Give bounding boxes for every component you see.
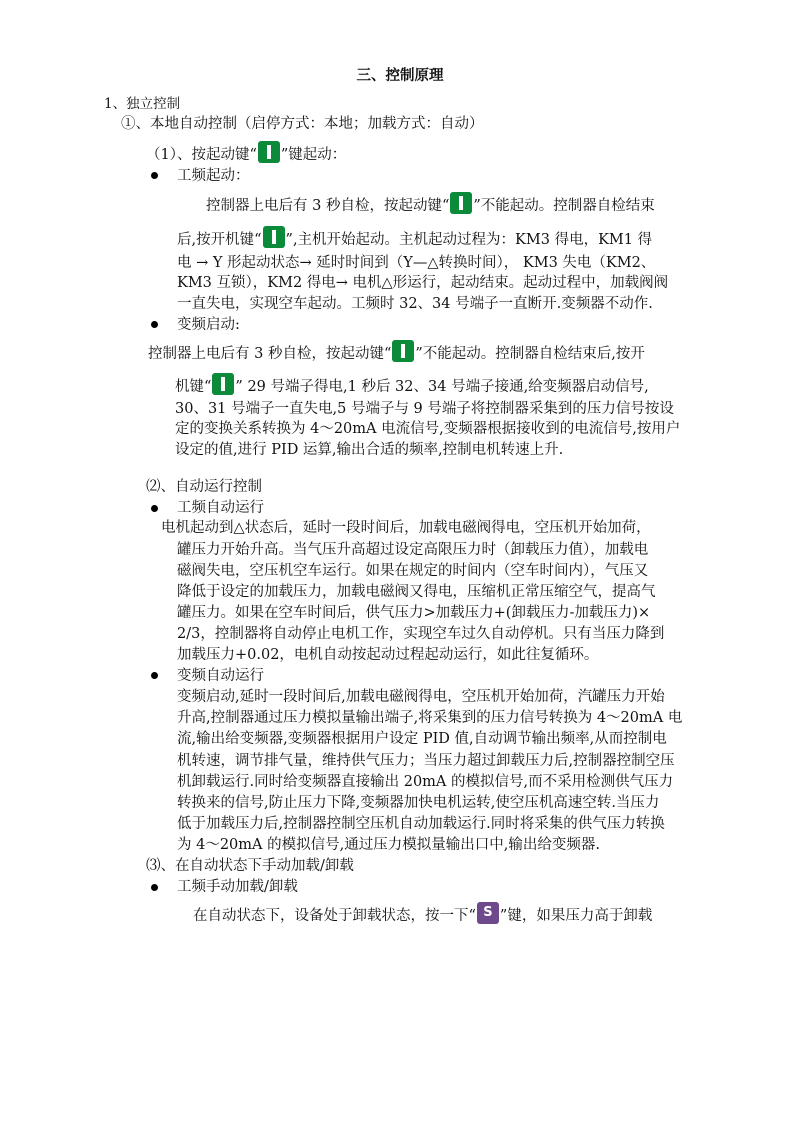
bullet [151,884,158,891]
s-key-icon: S [477,902,499,924]
paragraph-line: 罐压力。如果在空车时间后，供气压力>加载压力+(卸载压力-加载压力)× [177,605,651,621]
paragraph-line: 控制器上电后有 3 秒自检，按起动键“ ”不能起动。控制器自检结束 [206,196,655,216]
bullet [151,172,158,179]
subsection-local-auto: ①、本地自动控制（启停方式：本地；加载方式：自动） [121,116,484,132]
paragraph-line: 为 4～20mA 的模拟信号,通过压力模拟量输出口中,输出给变频器. [177,837,600,853]
page-title: 三、控制原理 [356,68,444,84]
paragraph-line: 设定的值,进行 PID 运算,输出合适的频率,控制电机转速上升. [175,442,564,458]
paragraph-line: 电机起动到△状态后，延时一段时间后，加载电磁阀得电，空压机开始加荷， [161,520,651,536]
paragraph-line: 流,输出给变频器,变频器根据用户设定 PID 值,自动调节输出频率,从而控制电 [177,731,667,747]
paragraph-line: 加载压力+0.02，电机自动按起动过程起动运行，如此往复循环。 [177,647,599,663]
bullet-power-frequency-auto: 工频自动运行 [177,500,264,516]
paragraph-line: 机转速，调节排气量，维持供气压力；当压力超过卸载压力后,控制器控制空压 [177,753,675,769]
section-3-heading: ⑶、在自动状态下手动加载/卸载 [146,858,354,874]
section-1-heading: 1、独立控制 [104,96,181,112]
start-key-icon [258,141,280,163]
paragraph-line: 升高,控制器通过压力模拟量输出端子,将采集到的压力信号转换为 4～20mA 电 [177,710,683,726]
paragraph-line: 低于加载压力后,控制器控制空压机自动加载运行.同时将采集的供气压力转换 [177,816,665,832]
bullet-power-frequency-start: 工频起动： [177,168,250,184]
bullet-vfd-auto: 变频自动运行 [177,668,264,684]
paragraph-line: 变频启动,延时一段时间后,加载电磁阀得电，空压机开始加荷，汽罐压力开始 [177,689,665,705]
paragraph-line: 定的变换关系转换为 4～20mA 电流信号,变频器根据接收到的电流信号,按用户 [175,421,681,437]
paragraph-line: 后,按开机键“ ”,主机开始起动。主机起动过程为：KM3 得电，KM1 得 [177,230,652,250]
step-1-heading: （1）、按起动键“ ”键起动： [146,145,346,165]
start-key-icon [392,340,414,362]
paragraph-line: 罐压力开始升高。当气压升高超过设定高限压力时（卸载压力值），加载电 [177,542,649,558]
paragraph-line: 降低于设定的加载压力，加载电磁阀又得电，压缩机正常压缩空气，提高气 [177,584,656,600]
paragraph-line: 机键“ ” 29 号端子得电,1 秒后 32、34 号端子接通,给变频器启动信号, [175,377,649,397]
section-2-heading: ⑵、自动运行控制 [146,479,262,495]
bullet-power-frequency-manual: 工频手动加载/卸载 [177,879,298,895]
bullet [151,672,158,679]
paragraph-line: 2/3，控制器将自动停止电机工作，实现空车过久自动停机。只有当压力降到 [177,626,665,642]
start-key-icon [212,373,234,395]
start-key-icon [263,226,285,248]
paragraph-line: 电 → Y 形起动状态→ 延时时间到（Y—△转换时间）， KM3 失电（KM2、 [177,255,656,271]
paragraph-line: 一直失电，实现空车起动。工频时 32、34 号端子一直断开.变频器不动作. [177,296,653,312]
bullet [151,505,158,512]
paragraph-line: 转换来的信号,防止压力下降,变频器加快电机运转,使空压机高速空转.当压力 [177,795,660,811]
paragraph-line: 在自动状态下，设备处于卸载状态，按一下“ S ”键，如果压力高于卸载 [193,906,652,926]
paragraph-line: 磁阀失电，空压机空车运行。如果在规定的时间内（空车时间内），气压又 [177,563,649,579]
paragraph-line: 控制器上电后有 3 秒自检，按起动键“ ”不能起动。控制器自检结束后,按开 [148,344,645,364]
bullet-vfd-start: 变频启动: [177,317,240,333]
paragraph-line: 机卸载运行.同时给变频器直接输出 20mA 的模拟信号,而不采用检测供气压力 [177,774,674,790]
paragraph-line: 30、31 号端子一直失电,5 号端子与 9 号端子将控制器采集到的压力信号按设 [175,401,674,417]
bullet [151,321,158,328]
paragraph-line: KM3 互锁），KM2 得电→ 电机△形运行，起动结束。起动过程中，加载阀阀 [177,275,669,291]
start-key-icon [450,192,472,214]
